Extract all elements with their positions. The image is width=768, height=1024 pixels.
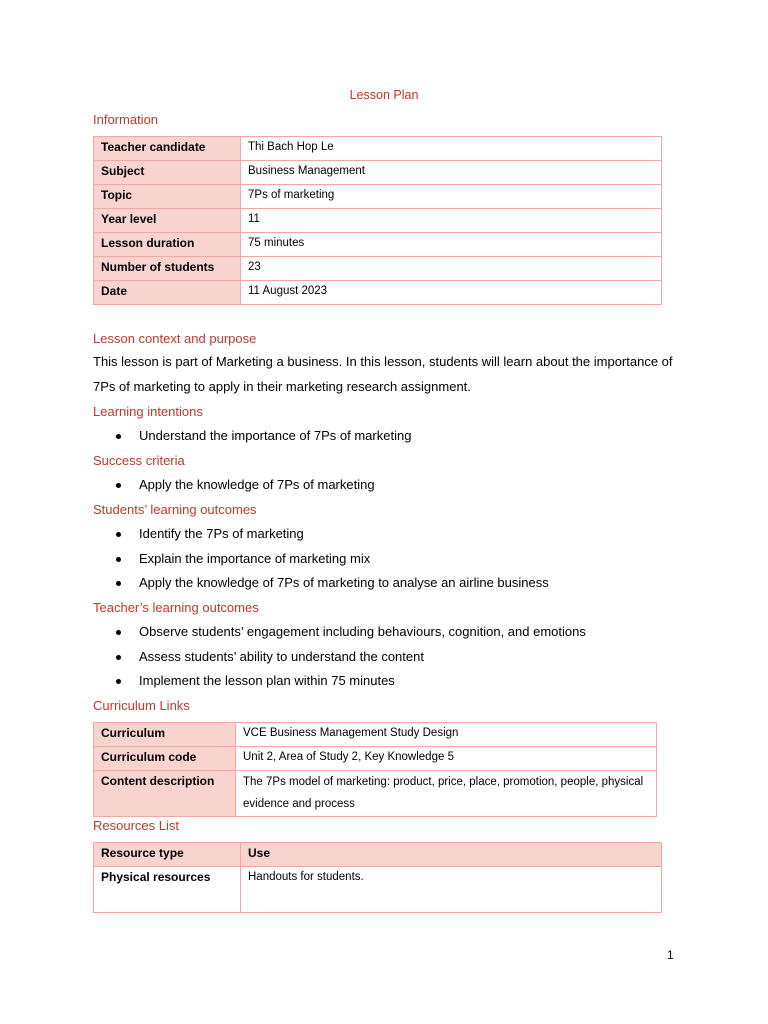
- year-level-label: Year level: [94, 209, 241, 233]
- year-level-value: 11: [241, 209, 662, 233]
- list-item: Apply the knowledge of 7Ps of marketing to analyse an airline business: [93, 571, 549, 596]
- page-title: Lesson Plan: [349, 88, 419, 102]
- teacher-candidate-value: Thi Bach Hop Le: [241, 137, 662, 161]
- table-row: [94, 161, 662, 185]
- success-criteria-list: [93, 473, 375, 498]
- students-outcomes-list: [93, 522, 549, 596]
- topic-value: 7Ps of marketing: [241, 185, 662, 209]
- date-label: Date: [94, 281, 241, 305]
- table-row: [94, 867, 662, 913]
- table-row: [94, 209, 662, 233]
- physical-resources-value: Handouts for students.: [241, 867, 662, 913]
- success-criteria-heading: Success criteria: [93, 453, 185, 468]
- learning-intentions-list: [93, 424, 411, 449]
- content-description-value: The 7Ps model of marketing: product, price, place, promotion, people, physical evidence and process: [236, 771, 657, 817]
- list-item: Implement the lesson plan within 75 minutes: [93, 669, 586, 694]
- teachers-outcomes-heading: Teacher’s learning outcomes: [93, 600, 259, 615]
- information-table: [93, 136, 662, 305]
- resource-type-header: Resource type: [94, 843, 241, 867]
- subject-value: Business Management: [241, 161, 662, 185]
- list-item: Identify the 7Ps of marketing: [93, 522, 549, 547]
- list-item: Explain the importance of marketing mix: [93, 547, 549, 572]
- page-number: 1: [667, 948, 674, 962]
- context-paragraph: This lesson is part of Marketing a business. In this lesson, students will learn about the importance of 7Ps of marketing to apply in their marketing research assignment.: [93, 354, 673, 394]
- list-item: Assess students’ ability to understand the content: [93, 645, 586, 670]
- table-row: [94, 233, 662, 257]
- table-row: [94, 281, 662, 305]
- use-header: Use: [241, 843, 662, 867]
- curriculum-links-heading: Curriculum Links: [93, 698, 190, 713]
- physical-resources-label: Physical resources: [94, 867, 241, 913]
- list-item: Understand the importance of 7Ps of marketing: [93, 424, 411, 449]
- table-row: [94, 771, 657, 817]
- table-row: [94, 747, 657, 771]
- list-item: Apply the knowledge of 7Ps of marketing: [93, 473, 375, 498]
- information-heading: Information: [93, 112, 159, 127]
- curriculum-table: [93, 722, 657, 817]
- table-row: [94, 185, 662, 209]
- lesson-duration-value: 75 minutes: [241, 233, 662, 257]
- content-description-label: Content description: [94, 771, 236, 817]
- table-row: [94, 137, 662, 161]
- table-header-row: [94, 843, 662, 867]
- topic-label: Topic: [94, 185, 241, 209]
- resources-list-heading: Resources List: [93, 818, 179, 833]
- date-value: 11 August 2023: [241, 281, 662, 305]
- number-of-students-label: Number of students: [94, 257, 241, 281]
- context-heading: Lesson context and purpose: [93, 331, 257, 346]
- curriculum-code-label: Curriculum code: [94, 747, 236, 771]
- list-item: Observe students’ engagement including behaviours, cognition, and emotions: [93, 620, 586, 645]
- resources-table: [93, 842, 662, 913]
- table-row: [94, 723, 657, 747]
- number-of-students-value: 23: [241, 257, 662, 281]
- students-outcomes-heading: Students’ learning outcomes: [93, 502, 257, 517]
- teachers-outcomes-list: [93, 620, 586, 694]
- lesson-duration-label: Lesson duration: [94, 233, 241, 257]
- curriculum-label: Curriculum: [94, 723, 236, 747]
- curriculum-code-value: Unit 2, Area of Study 2, Key Knowledge 5: [236, 747, 657, 771]
- table-row: [94, 257, 662, 281]
- teacher-candidate-label: Teacher candidate: [94, 137, 241, 161]
- learning-intentions-heading: Learning intentions: [93, 404, 203, 419]
- curriculum-value: VCE Business Management Study Design: [236, 723, 657, 747]
- subject-label: Subject: [94, 161, 241, 185]
